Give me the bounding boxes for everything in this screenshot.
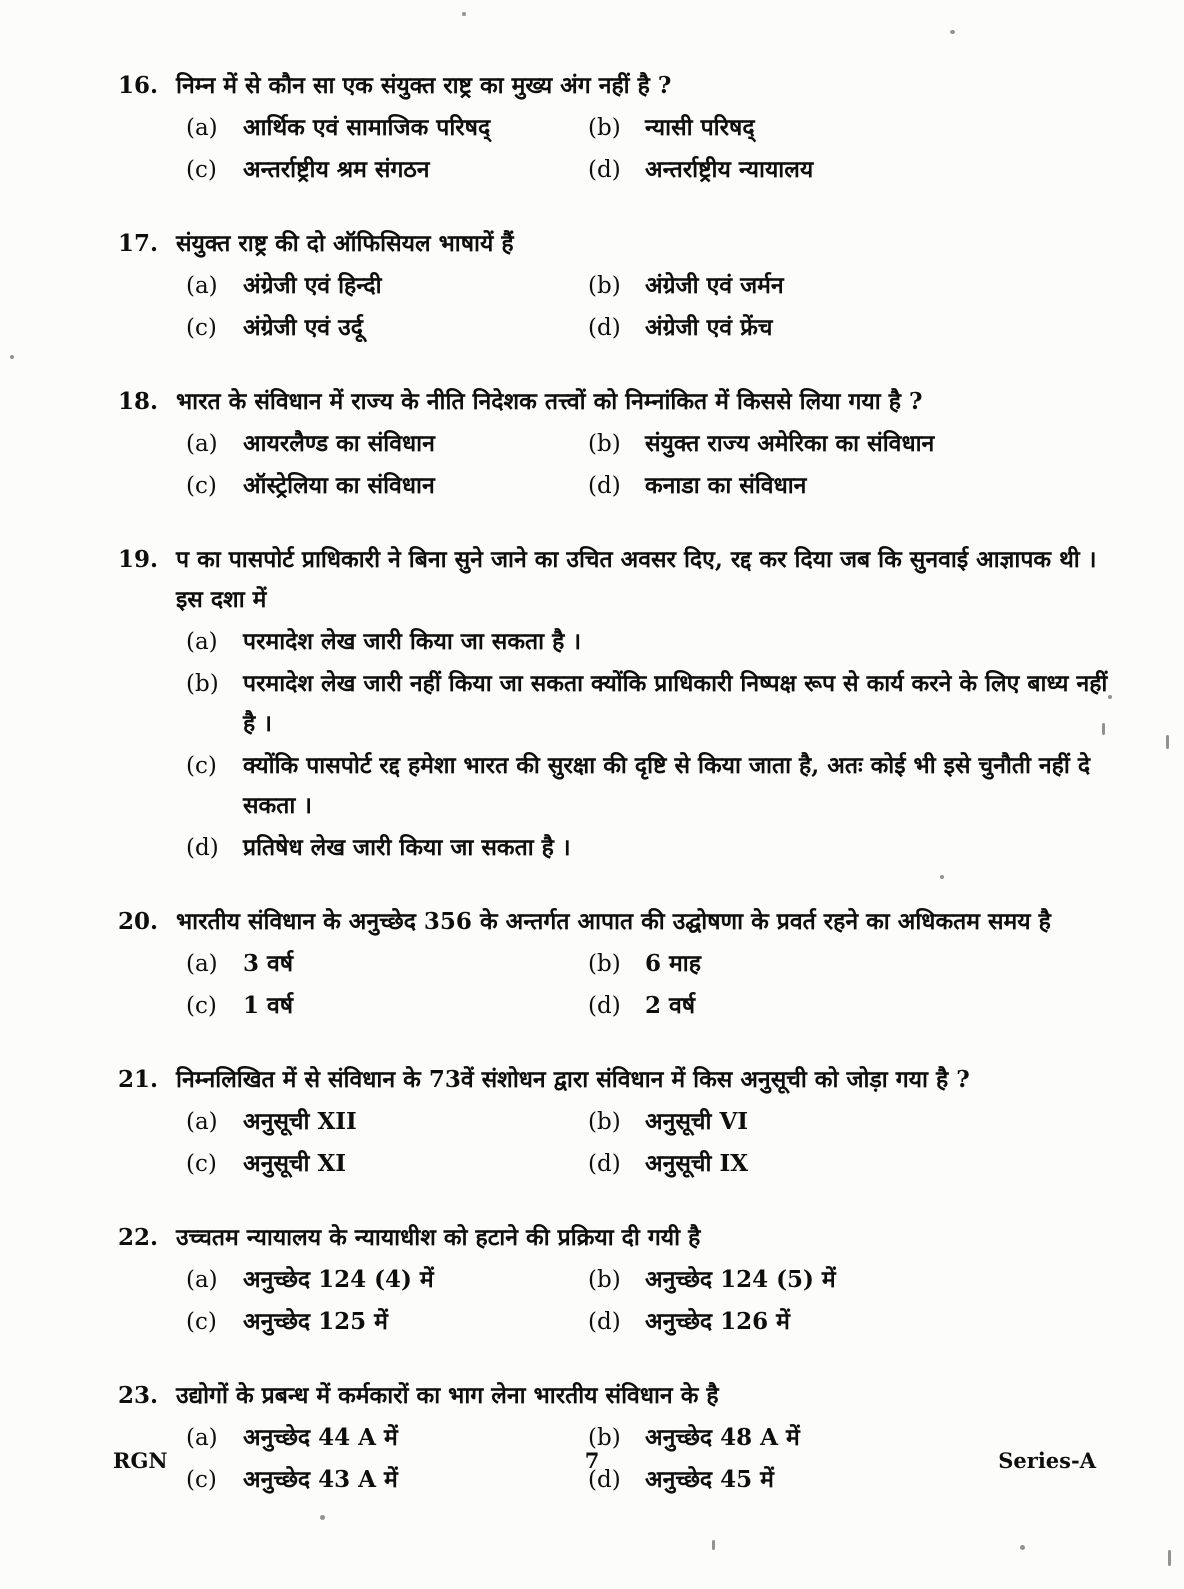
option-text: क्योंकि पासपोर्ट रद्द हमेशा भारत की सुरक्षा की दृष्टि से किया जाता है, अतः कोई भी इसे चुनौती नहीं दे सकता । bbox=[243, 752, 1091, 819]
answer-option bbox=[588, 108, 755, 148]
option-text: प्रतिषेध लेख जारी किया जा सकता है । bbox=[243, 834, 571, 861]
question-text: भारत के संविधान में राज्य के नीति निदेशक तत्त्वों को निम्नांकित में किससे लिया गया है ? bbox=[176, 388, 923, 415]
question-block bbox=[118, 1376, 1108, 1500]
answer-option bbox=[588, 986, 695, 1026]
option-row bbox=[118, 1302, 1108, 1342]
option-label: (d) bbox=[588, 157, 621, 183]
option-label: (c) bbox=[186, 1467, 217, 1493]
option-text: अंग्रेजी एवं उर्दू bbox=[243, 314, 363, 341]
option-label: (d) bbox=[588, 1309, 621, 1335]
option-row bbox=[118, 828, 1108, 868]
question-block bbox=[118, 902, 1108, 1026]
option-row bbox=[118, 944, 1108, 984]
option-text: अनुसूची VI bbox=[645, 1108, 749, 1135]
option-label: (c) bbox=[186, 1309, 217, 1335]
option-label: (d) bbox=[588, 1151, 621, 1177]
option-text: 1 वर्ष bbox=[243, 992, 294, 1019]
option-text: 6 माह bbox=[645, 950, 701, 977]
option-label: (a) bbox=[186, 1267, 218, 1293]
scan-speck bbox=[1020, 1545, 1025, 1550]
answer-option bbox=[588, 150, 813, 190]
option-text: अनुच्छेद 124 (4) में bbox=[243, 1266, 434, 1293]
answer-option bbox=[186, 944, 588, 984]
question-head bbox=[118, 224, 1108, 264]
question-block bbox=[118, 224, 1108, 348]
question-options bbox=[118, 622, 1108, 868]
option-label: (d) bbox=[186, 835, 219, 861]
option-text: कनाडा का संविधान bbox=[645, 472, 807, 499]
answer-option bbox=[186, 622, 1108, 662]
option-text: अनुच्छेद 45 में bbox=[645, 1466, 774, 1493]
option-label: (d) bbox=[588, 473, 621, 499]
option-label: (a) bbox=[186, 1425, 218, 1451]
scan-speck bbox=[1102, 723, 1105, 735]
option-row bbox=[118, 466, 1108, 506]
question-options bbox=[118, 944, 1108, 1026]
option-row bbox=[118, 986, 1108, 1026]
footer-series-label: Series-A bbox=[998, 1448, 1096, 1473]
question-head bbox=[118, 1060, 1108, 1100]
answer-option bbox=[186, 1302, 588, 1342]
option-row bbox=[118, 1102, 1108, 1142]
option-text: अंग्रेजी एवं हिन्दी bbox=[243, 272, 382, 299]
question-head bbox=[118, 66, 1108, 106]
question-number: 16. bbox=[118, 72, 159, 99]
option-row bbox=[118, 1144, 1108, 1184]
question-block bbox=[118, 382, 1108, 506]
option-row bbox=[118, 150, 1108, 190]
question-options bbox=[118, 1102, 1108, 1184]
question-number: 22. bbox=[118, 1224, 159, 1251]
answer-option bbox=[588, 424, 934, 464]
footer-page-number: 7 bbox=[584, 1448, 600, 1473]
option-label: (c) bbox=[186, 473, 217, 499]
question-head bbox=[118, 540, 1108, 620]
option-row bbox=[118, 424, 1108, 464]
scan-speck bbox=[1166, 735, 1169, 749]
option-label: (c) bbox=[186, 315, 217, 341]
question-number: 23. bbox=[118, 1382, 159, 1409]
answer-option bbox=[588, 1302, 790, 1342]
option-label: (b) bbox=[588, 1109, 621, 1135]
answer-option bbox=[588, 1144, 748, 1184]
option-text: न्यासी परिषद् bbox=[645, 114, 755, 141]
option-label: (b) bbox=[588, 1425, 621, 1451]
scan-speck bbox=[950, 30, 955, 34]
question-number: 19. bbox=[118, 546, 159, 573]
question-text: प का पासपोर्ट प्राधिकारी ने बिना सुने जाने का उचित अवसर दिए, रद्द कर दिया जब कि सुनवाई आज्ञापक थी । इस दशा में bbox=[176, 546, 1097, 613]
option-label: (c) bbox=[186, 993, 217, 1019]
scan-speck bbox=[1108, 695, 1112, 699]
question-text: भारतीय संविधान के अनुच्छेद 356 के अन्तर्गत आपात की उद्घोषणा के प्रवर्त रहने का अधिकतम समय है bbox=[176, 908, 1051, 935]
option-label: (b) bbox=[588, 273, 621, 299]
option-text: अन्तर्राष्ट्रीय श्रम संगठन bbox=[243, 156, 430, 183]
answer-option bbox=[186, 746, 1108, 826]
scan-speck bbox=[10, 355, 14, 359]
option-row bbox=[118, 266, 1108, 306]
question-block bbox=[118, 540, 1108, 868]
question-head bbox=[118, 902, 1108, 942]
option-text: 3 वर्ष bbox=[243, 950, 294, 977]
question-block bbox=[118, 66, 1108, 190]
option-text: परमादेश लेख जारी किया जा सकता है । bbox=[243, 628, 582, 655]
question-block bbox=[118, 1060, 1108, 1184]
option-text: अंग्रेजी एवं फ्रेंच bbox=[645, 314, 773, 341]
option-text: अनुच्छेद 124 (5) में bbox=[645, 1266, 836, 1293]
option-text: अंग्रेजी एवं जर्मन bbox=[645, 272, 784, 299]
answer-option bbox=[186, 828, 1108, 868]
scan-speck bbox=[712, 1540, 715, 1550]
question-text: उद्योगों के प्रबन्ध में कर्मकारों का भाग लेना भारतीय संविधान के है bbox=[176, 1382, 719, 1409]
questions-container bbox=[118, 66, 1108, 1534]
answer-option bbox=[588, 1260, 836, 1300]
question-number: 18. bbox=[118, 388, 159, 415]
question-text: निम्नलिखित में से संविधान के 73वें संशोधन द्वारा संविधान में किस अनुसूची को जोड़ा गया है ? bbox=[176, 1066, 970, 1093]
answer-option bbox=[588, 1102, 748, 1142]
option-label: (a) bbox=[186, 115, 218, 141]
option-row bbox=[118, 664, 1108, 744]
answer-option bbox=[186, 986, 588, 1026]
option-text: ऑस्ट्रेलिया का संविधान bbox=[243, 472, 435, 499]
option-row bbox=[118, 622, 1108, 662]
option-label: (a) bbox=[186, 951, 218, 977]
question-text: संयुक्त राष्ट्र की दो ऑफिसियल भाषायें हैं bbox=[176, 230, 514, 257]
answer-option bbox=[588, 944, 701, 984]
option-row bbox=[118, 1260, 1108, 1300]
question-number: 21. bbox=[118, 1066, 159, 1093]
question-head bbox=[118, 382, 1108, 422]
answer-option bbox=[186, 466, 588, 506]
option-label: (d) bbox=[588, 993, 621, 1019]
option-text: अनुसूची XI bbox=[243, 1150, 347, 1177]
option-text: अनुच्छेद 43 A में bbox=[243, 1466, 398, 1493]
option-text: आयरलैण्ड का संविधान bbox=[243, 430, 435, 457]
option-label: (a) bbox=[186, 273, 218, 299]
question-head bbox=[118, 1218, 1108, 1258]
question-number: 20. bbox=[118, 908, 159, 935]
footer-booklet-code: RGN bbox=[113, 1448, 168, 1473]
option-label: (b) bbox=[186, 671, 219, 697]
option-label: (b) bbox=[588, 951, 621, 977]
option-text: अनुच्छेद 44 A में bbox=[243, 1424, 398, 1451]
option-row bbox=[118, 746, 1108, 826]
question-text: निम्न में से कौन सा एक संयुक्त राष्ट्र का मुख्य अंग नहीं है ? bbox=[176, 72, 672, 99]
question-text: उच्चतम न्यायालय के न्यायाधीश को हटाने की प्रक्रिया दी गयी है bbox=[176, 1224, 701, 1251]
option-text: अनुच्छेद 48 A में bbox=[645, 1424, 800, 1451]
option-label: (a) bbox=[186, 629, 218, 655]
answer-option bbox=[186, 266, 588, 306]
option-label: (c) bbox=[186, 1151, 217, 1177]
question-options bbox=[118, 1260, 1108, 1342]
option-label: (a) bbox=[186, 1109, 218, 1135]
option-label: (a) bbox=[186, 431, 218, 457]
question-head bbox=[118, 1376, 1108, 1416]
scan-speck bbox=[940, 875, 944, 879]
scan-speck bbox=[462, 12, 466, 16]
option-label: (b) bbox=[588, 431, 621, 457]
question-options bbox=[118, 108, 1108, 190]
option-label: (d) bbox=[588, 315, 621, 341]
option-label: (d) bbox=[588, 1467, 621, 1493]
question-number: 17. bbox=[118, 230, 159, 257]
option-text: अनुच्छेद 125 में bbox=[243, 1308, 388, 1335]
option-text: आर्थिक एवं सामाजिक परिषद् bbox=[243, 114, 491, 141]
option-label: (c) bbox=[186, 753, 217, 779]
page-footer bbox=[0, 1448, 1184, 1480]
answer-option bbox=[186, 150, 588, 190]
scan-speck bbox=[320, 1515, 325, 1520]
answer-option bbox=[186, 424, 588, 464]
option-text: परमादेश लेख जारी नहीं किया जा सकता क्योंकि प्राधिकारी निष्पक्ष रूप से कार्य करने के लिए बाध्य नहीं है । bbox=[243, 670, 1108, 737]
answer-option bbox=[186, 308, 588, 348]
answer-option bbox=[186, 664, 1108, 744]
answer-option bbox=[186, 1102, 588, 1142]
option-text: अनुच्छेद 126 में bbox=[645, 1308, 790, 1335]
answer-option bbox=[588, 308, 772, 348]
option-text: अन्तर्राष्ट्रीय न्यायालय bbox=[645, 156, 814, 183]
question-block bbox=[118, 1218, 1108, 1342]
answer-option bbox=[186, 108, 588, 148]
answer-option bbox=[186, 1144, 588, 1184]
option-text: अनुसूची IX bbox=[645, 1150, 749, 1177]
answer-option bbox=[588, 466, 806, 506]
option-row bbox=[118, 308, 1108, 348]
answer-option bbox=[588, 266, 784, 306]
option-text: संयुक्त राज्य अमेरिका का संविधान bbox=[645, 430, 935, 457]
option-text: 2 वर्ष bbox=[645, 992, 696, 1019]
option-row bbox=[118, 108, 1108, 148]
scan-speck bbox=[1168, 1550, 1171, 1566]
option-label: (c) bbox=[186, 157, 217, 183]
option-label: (b) bbox=[588, 115, 621, 141]
question-options bbox=[118, 424, 1108, 506]
option-label: (b) bbox=[588, 1267, 621, 1293]
answer-option bbox=[186, 1260, 588, 1300]
option-text: अनुसूची XII bbox=[243, 1108, 357, 1135]
question-options bbox=[118, 266, 1108, 348]
